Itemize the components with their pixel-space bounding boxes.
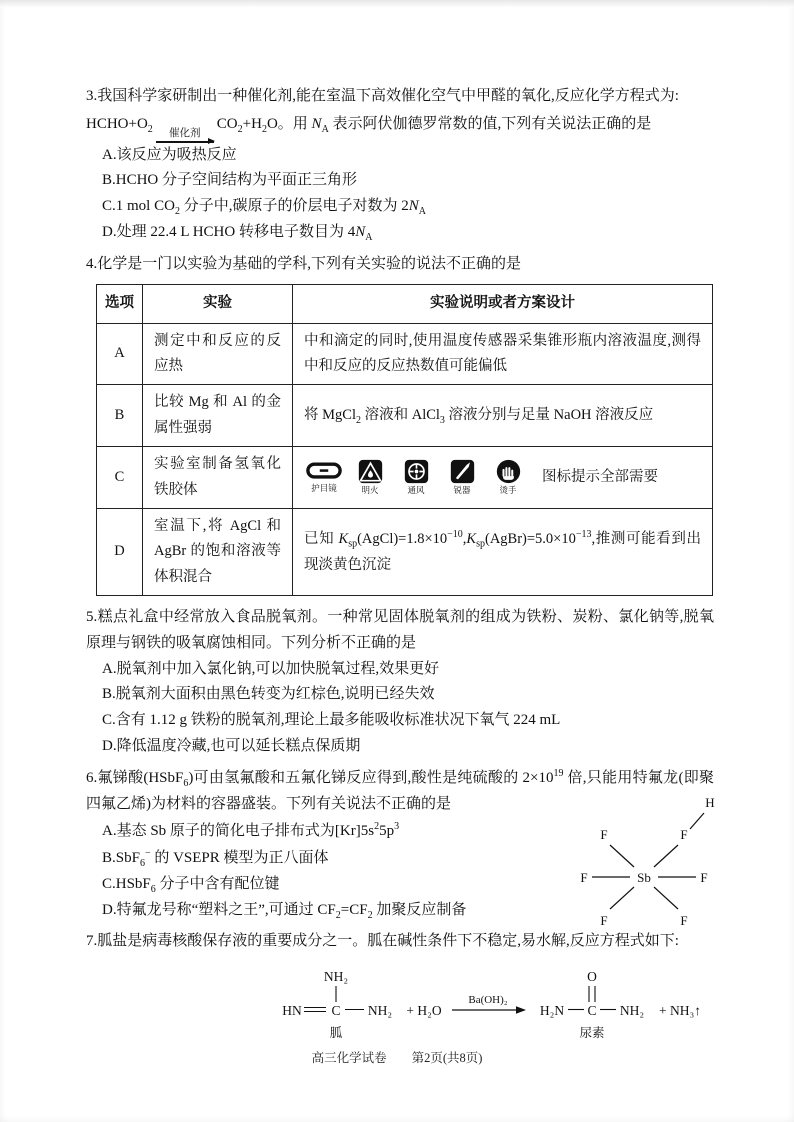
question-5	[86, 605, 714, 760]
gua-top-nh2: NH₂	[323, 968, 349, 984]
row-b-description: 将 MgCl$_2$ 溶液和 AlCl$_3$ 溶液分别与足量 NaOH 溶液反应	[293, 385, 713, 447]
q7-stem: 7.胍盐是病毒核酸保存液的重要成分之一。胍在碱性条件下不稳定,易水解,反应方程式如下:	[86, 933, 679, 950]
safety-icons-row	[304, 459, 701, 497]
urea-c: C	[587, 1002, 597, 1018]
ventilation-icon	[396, 459, 436, 497]
open-flame-icon	[350, 459, 390, 497]
page-content	[86, 84, 714, 1055]
sharp-object-icon-label: 锐器	[453, 484, 471, 495]
row-a-experiment: 测定中和反应的反应热	[143, 323, 293, 385]
question-3	[86, 84, 714, 247]
row-d-description: 已知 $K_{sp}(AgCl)=1.8\times 10^{-10},K_{sp}(AgBr)=5.0\times 10^{-13}$,推测可能看到出现淡黄色沉淀	[293, 508, 713, 595]
atom-h: H	[705, 794, 715, 810]
atom-f-bottom-right: F	[680, 912, 688, 928]
q3-stem: 3.我国科学家研制出一种催化剂,能在室温下高效催化空气中甲醛的氧化,反应化学方程式为:	[86, 88, 679, 104]
bond-f-h	[690, 813, 704, 829]
gua-c: C	[331, 1002, 341, 1018]
bond-top-left	[610, 845, 634, 867]
row-c-experiment: 实验室制备氢氧化铁胶体	[143, 447, 293, 509]
footer-text: 高三化学试卷 第2页(共8页)	[311, 1051, 483, 1065]
plus-h2o: + H₂O	[406, 1002, 442, 1018]
urea-nh2: NH₂	[619, 1002, 645, 1018]
row-b-option: B	[97, 385, 143, 447]
atom-f-bottom-left: F	[600, 912, 608, 928]
hot-surface-icon	[488, 459, 528, 497]
gua-nh2: NH₂	[367, 1002, 393, 1018]
q5-option-a: A.脱氧剂中加入氯化钠,可以加快脱氧过程,效果更好	[102, 660, 440, 677]
guanidine-hydrolysis-scheme	[252, 963, 712, 1045]
row-a-option: A	[97, 323, 143, 385]
gua-hn: HN	[282, 1002, 302, 1018]
row-c-description: 图标提示全部需要	[542, 468, 658, 485]
question-6	[86, 765, 715, 928]
q5-stem: 5.糕点礼盒中经常放入食品脱氧剂。一种常见固体脱氧剂的组成为铁粉、炭粉、氯化钠等,脱氧原理与钢铁的吸氧腐蚀相同。下列分析不正确的是	[86, 609, 714, 651]
q3-option-c: C.1 mol $CO_2$ 分子中,碳原子的价层电子对数为 $2N_A$	[102, 198, 426, 218]
q3-option-b: B.HCHO 分子空间结构为平面正三角形	[102, 172, 358, 189]
q5-option-d: D.降低温度冷藏,也可以延长糕点保质期	[102, 738, 361, 755]
arrow-condition: Ba(OH)₂	[468, 993, 508, 1006]
q4-experiment-table	[96, 284, 713, 596]
bond-top-right	[654, 845, 678, 867]
urea-o: O	[587, 968, 597, 984]
atom-sb: Sb	[637, 869, 651, 885]
table-row-b	[97, 385, 713, 447]
header-description: 实验说明或者方案设计	[293, 285, 713, 323]
ventilation-icon-label: 通风	[407, 484, 425, 495]
q3-equation-reactants: $HCHO+O_2$	[86, 115, 153, 135]
header-option: 选项	[97, 285, 143, 323]
row-d-experiment: 室温下,将 AgCl 和 AgBr 的饱和溶液等体积混合	[143, 508, 293, 595]
q6-option-b: B.SbF$_6$− 的 VSEPR 模型为正八面体	[102, 847, 329, 869]
q5-option-c: C.含有 1.12 g 铁粉的脱氧剂,理论上最多能吸收标准状况下氧气 224 mL	[102, 712, 561, 729]
q3-stem-continued: 用 $N_A$ 表示阿伏伽德罗常数的值,下列有关说法正确的是	[292, 115, 652, 135]
catalyst-label: 催化剂	[169, 127, 201, 139]
q4-stem: 4.化学是一门以实验为基础的学科,下列有关实验的说法不正确的是	[86, 255, 522, 272]
reaction-arrow-head	[516, 1006, 526, 1014]
plus-nh3: + NH₃↑	[659, 1002, 701, 1018]
sbf6-structure-diagram	[572, 789, 722, 947]
urea-label: 尿素	[579, 1025, 605, 1040]
q6-option-d: D.特氟龙号称“塑料之王”,可通过 $CF_2=CF_2$ 加聚反应制备	[102, 901, 467, 921]
hot-surface-icon-label: 烫手	[499, 484, 517, 495]
goggles-icon	[304, 460, 344, 495]
reaction-arrow	[156, 128, 214, 143]
header-experiment: 实验	[143, 285, 293, 323]
q7-reaction-scheme-wrap	[252, 963, 714, 1050]
bond-bottom-right	[654, 887, 678, 909]
gua-label: 胍	[329, 1025, 343, 1040]
atom-f-top-left: F	[600, 826, 608, 842]
atom-f-right: F	[700, 869, 708, 885]
question-7	[86, 929, 714, 1050]
q6-option-a: A.基态 Sb 原子的简化电子排布式为$[Kr]5s^25p^3$	[102, 820, 400, 839]
row-a-description: 中和滴定的同时,使用温度传感器采集锥形瓶内溶液温度,测得中和反应的反应热数值可能偏低	[293, 323, 713, 385]
q3-option-a: A.该反应为吸热反应	[102, 146, 237, 163]
page-footer	[0, 1048, 794, 1066]
scan-edge	[0, 0, 794, 8]
urea-h2n: H₂N	[539, 1002, 565, 1018]
table-row-d	[97, 508, 713, 595]
q6-option-c: C.HSbF$_6$ 分子中含有配位键	[102, 875, 280, 895]
row-b-experiment: 比较 Mg 和 Al 的金属性强弱	[143, 385, 293, 447]
q3-equation-products: $CO_2+H_2O$。	[216, 115, 293, 135]
table-row-a	[97, 323, 713, 385]
row-d-option: D	[97, 508, 143, 595]
arrow-line	[156, 141, 214, 142]
row-c-description-cell	[293, 447, 713, 509]
goggles-icon-label: 护目镜	[311, 483, 337, 494]
question-4	[86, 252, 714, 597]
sharp-object-icon	[442, 459, 482, 497]
q3-equation-line	[86, 110, 714, 143]
q6-stem: 6.氟锑酸(HSbF$_6$)可由氢氟酸和五氟化锑反应得到,酸性是纯硫酸的 $2\times 10^{19}$ 倍,只能用特氟龙(即聚四氟乙烯)为材料的容器盛装。下列有关说法不正确的是	[86, 767, 715, 813]
table-header-row	[97, 285, 713, 323]
atom-f-top-right: F	[680, 826, 688, 842]
table-row-c	[97, 447, 713, 509]
atom-f-left: F	[580, 869, 588, 885]
q5-option-b: B.脱氧剂大面积由黑色转变为红棕色,说明已经失效	[102, 686, 435, 703]
q3-option-d: D.处理 22.4 L HCHO 转移电子数目为 $4N_A$	[102, 224, 373, 244]
row-c-option: C	[97, 447, 143, 509]
bond-bottom-left	[610, 887, 634, 909]
open-flame-icon-label: 明火	[361, 484, 379, 495]
